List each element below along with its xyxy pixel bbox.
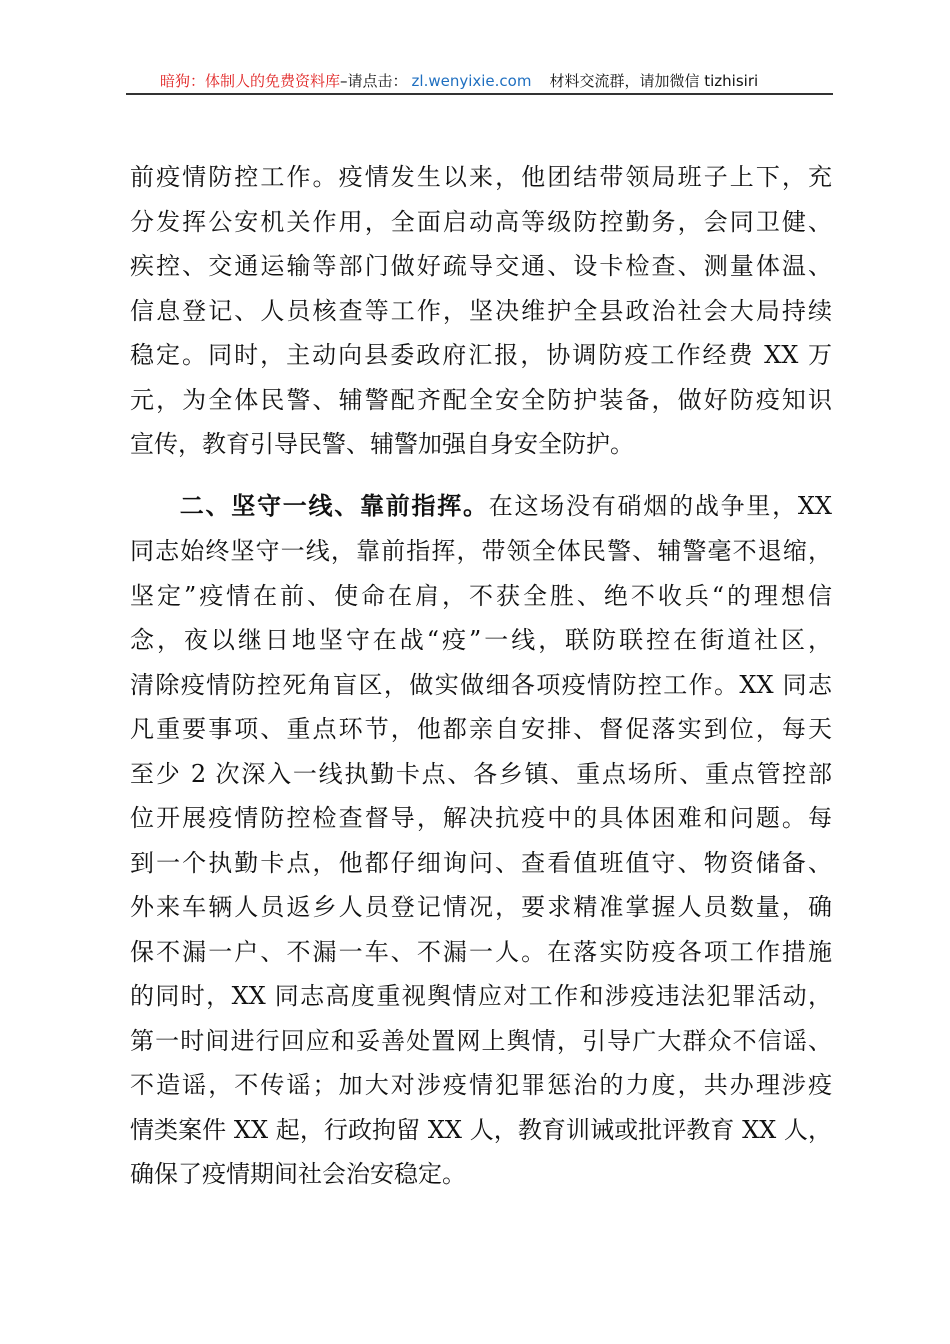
header-link[interactable]: zl.wenyixie.com [411, 72, 532, 90]
paragraph-2-first-line-text: 在这场没有硝烟的战争里，XX [488, 492, 833, 520]
header-prompt: –请点击： [340, 72, 408, 90]
text-line: 元，为全体民警、辅警配齐配全安全防护装备，做好防疫知识 [130, 385, 832, 414]
text-line: 凡重要事项、重点环节，他都亲自安排、督促落实到位，每天 [130, 715, 832, 743]
text-line: 保不漏一户、不漏一车、不漏一人。在落实防疫各项工作措施 [130, 937, 832, 966]
text-line: 同志始终坚守一线，靠前指挥，带领全体民警、辅警毫不退缩， [130, 537, 832, 565]
text-line: 不造谣，不传谣；加大对涉疫情犯罪惩治的力度，共办理涉疫 [130, 1071, 832, 1099]
text-line: 念，夜以继日地坚守在战“疫”一线，联防联控在街道社区， [130, 626, 832, 654]
text-line: 第一时间进行回应和妥善处置网上舆情，引导广大群众不信谣、 [130, 1026, 832, 1055]
page-header [130, 70, 830, 91]
text-line: 外来车辆人员返乡人员登记情况，要求精准掌握人员数量，确 [130, 893, 832, 921]
text-line: 情类案件 XX 起，行政拘留 XX 人，教育训诫或批评教育 XX 人， [130, 1115, 832, 1144]
section-heading: 二、坚守一线、靠前指挥。 [178, 491, 489, 520]
text-line: 坚定”疫情在前、使命在肩，不获全胜、绝不收兵“的理想信 [130, 581, 832, 610]
header-divider [126, 93, 833, 95]
header-group-info: 材料交流群，请加微信 tizhisiri [549, 72, 759, 90]
text-line: 分发挥公安机关作用，全面启动高等级防控勤务，会同卫健、 [130, 207, 832, 236]
text-line: 前疫情防控工作。疫情发生以来，他团结带领局班子上下，充 [130, 163, 832, 191]
text-line: 确保了疫情期间社会治安稳定。 [130, 1160, 466, 1188]
text-line: 的同时，XX 同志高度重视舆情应对工作和涉疫违法犯罪活动， [130, 982, 832, 1010]
text-line: 位开展疫情防控检查督导，解决抗疫中的具体困难和问题。每 [130, 804, 832, 832]
text-line: 到一个执勤卡点，他都仔细询问、查看值班值守、物资储备、 [130, 848, 832, 877]
header-brand: 暗狗：体制人的免费资料库 [160, 72, 341, 90]
paragraph-2-first-line [130, 491, 832, 521]
text-line: 至少 2 次深入一线执勤卡点、各乡镇、重点场所、重点管控部 [130, 759, 832, 788]
text-line: 疾控、交通运输等部门做好疏导交通、设卡检查、测量体温、 [130, 252, 832, 280]
text-line: 宣传，教育引导民警、辅警加强自身安全防护。 [130, 430, 634, 458]
text-line: 清除疫情防控死角盲区，做实做细各项疫情防控工作。XX 同志 [130, 670, 832, 699]
text-line: 稳定。同时，主动向县委政府汇报，协调防疫工作经费 XX 万 [130, 341, 832, 369]
text-line: 信息登记、人员核查等工作，坚决维护全县政治社会大局持续 [130, 296, 832, 325]
